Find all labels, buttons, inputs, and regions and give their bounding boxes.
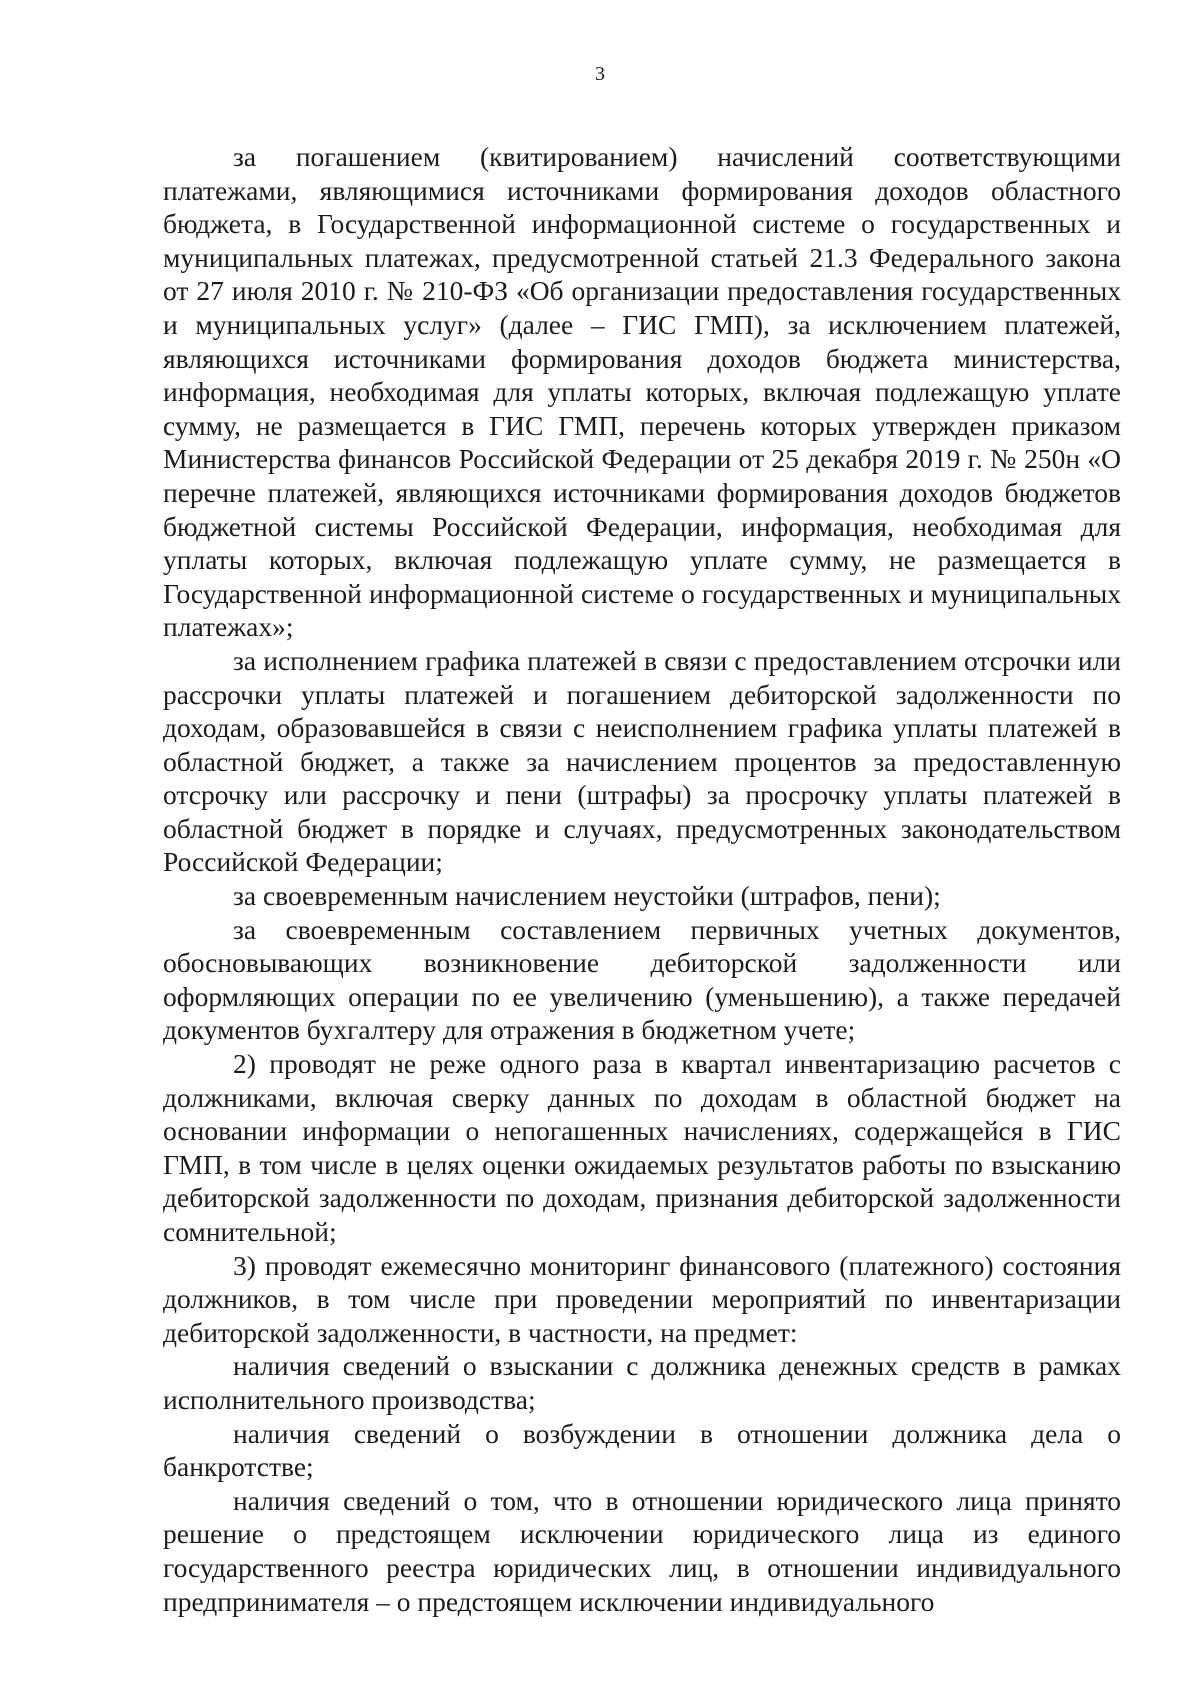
paragraph: наличия сведений о том, что в отношении юридического лица принято решение о предстоящем исключении юридического лица из единого государственного реестра юридических лиц, в отношении индивидуального предпринимателя – о предстоящем исключении индивидуального (163, 1484, 1121, 1617)
paragraph: наличия сведений о возбуждении в отношении должника дела о банкротстве; (163, 1417, 1121, 1483)
paragraph: за погашением (квитированием) начислений соответствующими платежами, являющимися источниками формирования доходов областного бюджета, в Государственной информационной системе о государственных и муниципальных платежах, предусмотренной статьей 21.3 Федерального закона от 27 июля 2010 г. № 210-ФЗ «Об организации предоставления государственных и муниципальных услуг» (далее – ГИС ГМП), за исключением платежей, являющихся источниками формирования доходов бюджета министерства, информация, необходимая для уплаты которых, включая подлежащую уплате сумму, не размещается в ГИС ГМП, перечень которых утвержден приказом Министерства финансов Российской Федерации от 25 декабря 2019 г. № 250н «О перечне платежей, являющихся источниками формирования доходов бюджетов бюджетной системы Российской Федерации, информация, необходимая для уплаты которых, включая подлежащую уплате сумму, не размещается в Государственной информационной системе о государственных и муниципальных платежах»; (163, 141, 1121, 643)
paragraph: наличия сведений о взыскании с должника денежных средств в рамках исполнительного производства; (163, 1350, 1121, 1415)
page-number: 3 (595, 63, 605, 85)
document-body (163, 140, 1121, 1618)
paragraph: за исполнением графика платежей в связи с предоставлением отсрочки или рассрочки уплаты платежей и погашением дебиторской задолженности по доходам, образовавшейся в связи с неисполнением графика уплаты платежей в областной бюджет, а также за начислением процентов за предоставленную отсрочку или рассрочку и пени (штрафы) за просрочку уплаты платежей в областной бюджет в порядке и случаях, предусмотренных законодательством Российской Федерации; (163, 644, 1121, 878)
paragraph: за своевременным составлением первичных учетных документов, обосновывающих возникновение дебиторской задолженности или оформляющих операции по ее увеличению (уменьшению), а также передачей документов бухгалтеру для отражения в бюджетном учете; (163, 913, 1121, 1046)
paragraph: 3) проводят ежемесячно мониторинг финансового (платежного) состояния должников, в том числе при проведении мероприятий по инвентаризации дебиторской задолженности, в частности, на предмет: (163, 1249, 1121, 1348)
paragraph: за своевременным начислением неустойки (штрафов, пени); (233, 880, 941, 912)
paragraph: 2) проводят не реже одного раза в квартал инвентаризацию расчетов с должниками, включая сверку данных по доходам в областной бюджет на основании информации о непогашенных начислениях, содержащейся в ГИС ГМП, в том числе в целях оценки ожидаемых результатов работы по взысканию дебиторской задолженности по доходам, признания дебиторской задолженности сомнительной; (163, 1048, 1121, 1247)
